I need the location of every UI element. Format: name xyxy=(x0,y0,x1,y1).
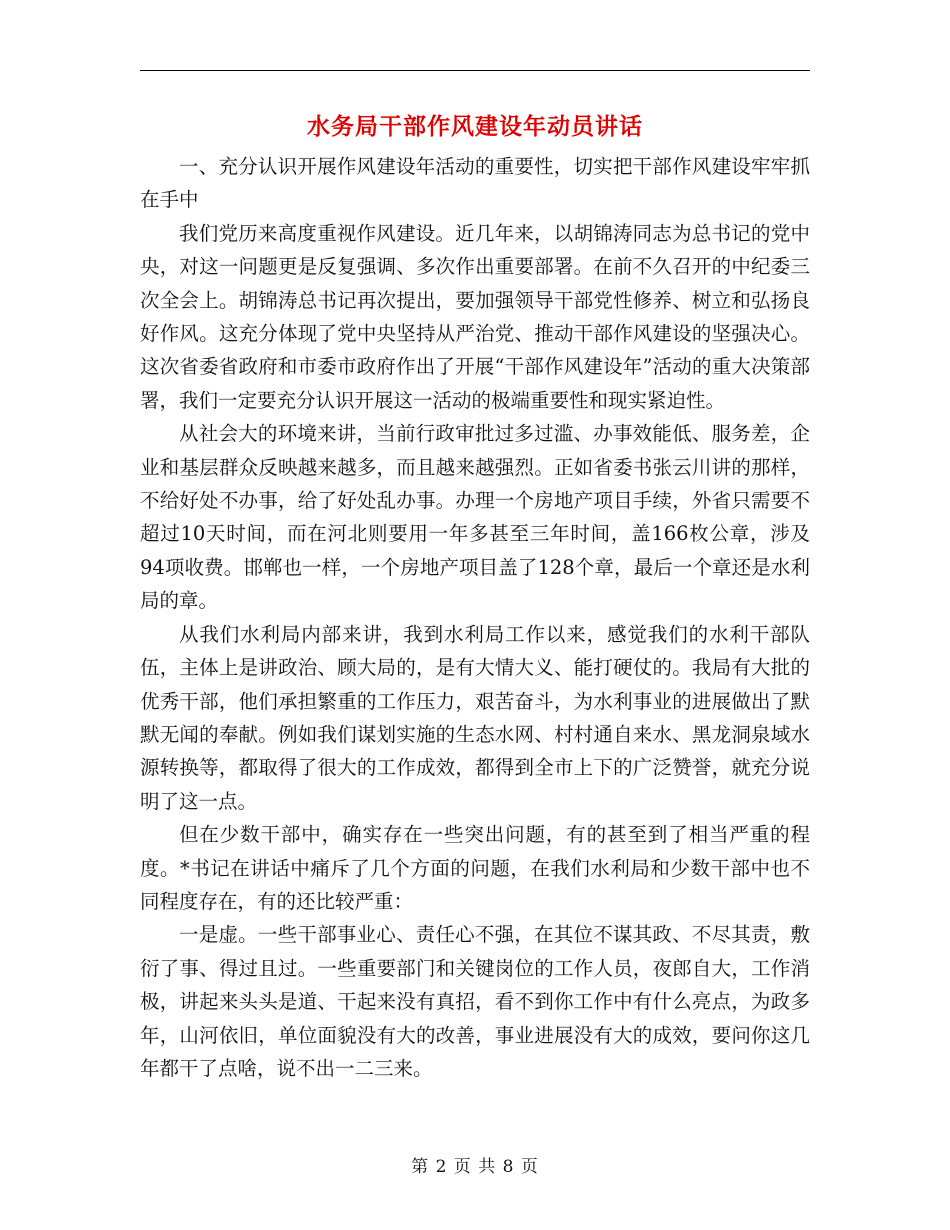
paragraph: 我们党历来高度重视作风建设。近几年来，以胡锦涛同志为总书记的党中央，对这一问题更是反复强调、多次作出重要部署。在前不久召开的中纪委三次全会上。胡锦涛总书记再次提出，要加强领导干部党性修养、树立和弘扬良好作风。这充分体现了党中央坚持从严治党、推动干部作风建设的坚强决心。这次省委省政府和市委市政府作出了开展“干部作风建设年”活动的重大决策部署，我们一定要充分认识开展这一活动的极端重要性和现实紧迫性。 xyxy=(140,221,810,412)
paragraph: 一是虚。一些干部事业心、责任心不强，在其位不谋其政、不尽其责，敷衍了事、得过且过。一些重要部门和关键岗位的工作人员，夜郎自大，工作消极，讲起来头头是道、干起来没有真招，看不到你工作中有什么亮点，为政多年，山河依旧，单位面貌没有大的改善，事业进展没有大的成效，要问你这几年都干了点啥，说不出一二三来。 xyxy=(140,923,810,1080)
paragraph-section-heading: 一、充分认识开展作风建设年活动的重要性，切实把干部作风建设牢牢抓在手中 xyxy=(140,155,810,212)
header-rule xyxy=(140,70,810,71)
page-number: 第 2 页 共 8 页 xyxy=(411,1157,539,1177)
document-body xyxy=(140,150,810,1085)
paragraph: 但在少数干部中，确实存在一些突出问题，有的甚至到了相当严重的程度。*书记在讲话中痛斥了几个方面的问题，在我们水利局和少数干部中也不同程度存在，有的还比较严重： xyxy=(140,823,810,913)
paragraph: 从社会大的环境来讲，当前行政审批过多过滥、办事效能低、服务差，企业和基层群众反映越来越多，而且越来越强烈。正如省委书张云川讲的那样，不给好处不办事，给了好处乱办事。办理一个房地产项目手续，外省只需要不超过10天时间，而在河北则要用一年多甚至三年时间，盖166枚公章，涉及94项收费。邯郸也一样，一个房地产项目盖了128个章，最后一个章还是水利局的章。 xyxy=(140,422,810,613)
paragraph: 从我们水利局内部来讲，我到水利局工作以来，感觉我们的水利干部队伍，主体上是讲政治、顾大局的，是有大情大义、能打硬仗的。我局有大批的优秀干部，他们承担繁重的工作压力，艰苦奋斗，为水利事业的进展做出了默默无闻的奉献。例如我们谋划实施的生态水网、村村通自来水、黑龙洞泉域水源转换等，都取得了很大的工作成效，都得到全市上下的广泛赞誉，就充分说明了这一点。 xyxy=(140,622,810,813)
page-footer xyxy=(0,1152,950,1177)
document-title: 水务局干部作风建设年动员讲话 xyxy=(307,114,643,140)
